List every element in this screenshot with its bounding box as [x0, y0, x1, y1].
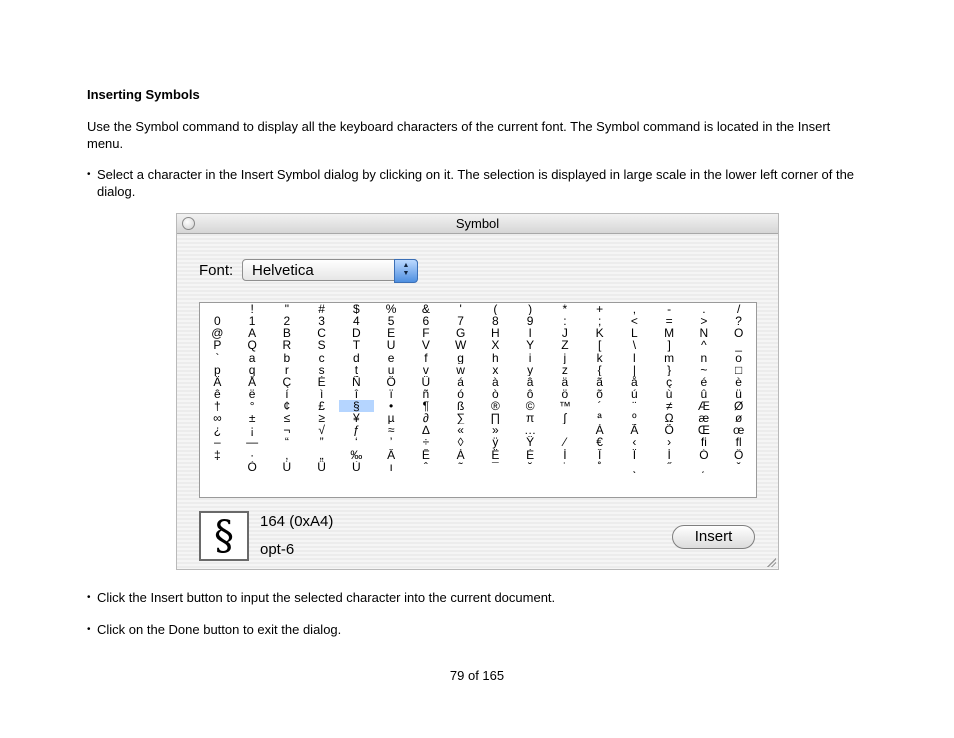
symbol-cell[interactable]: Õ	[664, 424, 674, 437]
symbol-cell[interactable]: Á	[456, 448, 465, 461]
symbol-cell[interactable]: í	[285, 387, 289, 400]
symbol-cell[interactable]: .	[702, 303, 706, 316]
symbol-cell[interactable]: )	[528, 303, 533, 316]
symbol-cell[interactable]: l	[633, 351, 636, 364]
symbol-cell[interactable]	[374, 473, 409, 485]
symbol-cell[interactable]: ¶	[422, 400, 430, 413]
symbol-cell[interactable]: ø	[734, 412, 743, 425]
symbol-cell[interactable]: B	[282, 327, 291, 340]
symbol-cell[interactable]: J	[561, 327, 568, 340]
symbol-cell[interactable]: ≤	[283, 412, 291, 425]
symbol-cell[interactable]: π	[525, 412, 535, 425]
symbol-cell[interactable]: ‚	[285, 448, 289, 461]
symbol-cell[interactable]: p	[214, 363, 221, 376]
symbol-cell[interactable]: ^	[701, 339, 707, 352]
symbol-cell[interactable]: V	[421, 339, 430, 352]
symbol-cell[interactable]: Í	[563, 448, 567, 461]
symbol-cell[interactable]: Ò	[247, 460, 257, 473]
symbol-cell[interactable]: ÷	[422, 436, 430, 449]
symbol-cell[interactable]: c	[318, 351, 325, 364]
symbol-cell[interactable]: ∂	[422, 412, 429, 425]
symbol-cell[interactable]: «	[457, 424, 464, 437]
symbol-cell[interactable]: ¬	[283, 424, 291, 437]
symbol-cell[interactable]	[200, 473, 235, 485]
symbol-cell[interactable]: √	[318, 424, 325, 437]
symbol-cell[interactable]: ?	[735, 315, 742, 328]
bullet-dot: •	[87, 624, 91, 635]
symbol-cell[interactable]: f	[424, 351, 428, 364]
symbol-cell[interactable]: '	[459, 303, 462, 316]
symbol-cell[interactable]: 4	[353, 315, 360, 328]
symbol-cell[interactable]: -	[667, 303, 672, 316]
character-grid	[199, 302, 757, 498]
symbol-cell[interactable]: °	[249, 400, 255, 413]
symbol-cell[interactable]: œ	[732, 424, 745, 437]
symbol-cell[interactable]: ó	[457, 387, 464, 400]
symbol-cell[interactable]	[443, 485, 478, 497]
section-heading: Inserting Symbols	[87, 87, 200, 102]
symbol-cell[interactable]: Ó	[699, 448, 709, 461]
bullet-item	[87, 166, 877, 200]
symbol-cell[interactable]: ”	[319, 436, 324, 449]
symbol-cell[interactable]	[235, 485, 270, 497]
symbol-cell[interactable]: 5	[387, 315, 395, 328]
symbol-cell[interactable]: $	[353, 303, 360, 316]
symbol-cell[interactable]: s	[318, 363, 325, 376]
symbol-cell[interactable]: ì	[319, 387, 324, 400]
symbol-cell[interactable]: C	[317, 327, 326, 340]
symbol-cell[interactable]	[200, 303, 235, 315]
symbol-cell[interactable]: ÿ	[492, 436, 499, 449]
symbol-cell[interactable]: Æ	[697, 400, 710, 413]
symbol-cell[interactable]: g	[457, 351, 464, 364]
symbol-cell[interactable]: □	[735, 363, 743, 376]
bullet-item	[87, 589, 877, 606]
symbol-cell[interactable]	[304, 485, 339, 497]
symbol-cell[interactable]: î	[354, 387, 359, 400]
symbol-cell[interactable]: ⁄	[563, 436, 566, 449]
symbol-cell[interactable]: ≥	[318, 412, 325, 425]
symbol-cell[interactable]: (	[493, 303, 498, 316]
resize-grip-icon[interactable]	[767, 558, 776, 567]
symbol-dialog	[176, 213, 779, 570]
symbol-cell[interactable]: ¡	[250, 424, 255, 437]
symbol-cell[interactable]: Ù	[352, 460, 361, 473]
symbol-cell[interactable]: ô	[526, 387, 534, 400]
symbol-cell[interactable]	[548, 473, 583, 485]
symbol-cell[interactable]: ¢	[283, 400, 291, 413]
symbol-cell[interactable]: Ÿ	[526, 436, 535, 449]
symbol-cell[interactable]	[478, 473, 513, 485]
symbol-cell[interactable]	[617, 473, 652, 485]
symbol-cell[interactable]: ¿	[213, 424, 222, 437]
symbol-cell[interactable]: M	[664, 327, 675, 340]
symbol-cell[interactable]: ç	[666, 375, 673, 388]
symbol-cell[interactable]: û	[700, 387, 708, 400]
symbol-cell[interactable]: 7	[457, 315, 464, 328]
dialog-title: Symbol	[455, 216, 500, 231]
symbol-cell[interactable]: k	[596, 351, 603, 364]
symbol-cell[interactable]	[652, 473, 687, 485]
symbol-cell[interactable]: ¸	[632, 460, 637, 473]
symbol-cell[interactable]: 3	[318, 315, 325, 328]
symbol-cell[interactable]: À	[595, 424, 604, 437]
symbol-cell[interactable]: ˘	[528, 460, 533, 473]
insert-button[interactable]: Insert	[672, 525, 755, 549]
font-label: Font:	[199, 262, 234, 279]
intro-paragraph: Use the Symbol command to display all the keyboard characters of the current font. The Symbol command is located in the Insert menu.	[87, 119, 831, 151]
symbol-cell[interactable]: ï	[389, 387, 393, 400]
symbol-cell[interactable]: †	[214, 400, 221, 413]
symbol-cell[interactable]: {	[597, 363, 602, 376]
symbol-cell[interactable]: ˜	[458, 460, 463, 473]
symbol-cell[interactable]: Û	[317, 460, 326, 473]
symbol-cell[interactable]: »	[492, 424, 499, 437]
select-arrows-icon: ▲ ▼	[394, 259, 418, 283]
symbol-cell[interactable]: ú	[631, 387, 638, 400]
font-select-value: Helvetica	[252, 262, 314, 279]
symbol-cell[interactable]	[443, 473, 478, 485]
symbol-cell[interactable]: ∏	[490, 412, 501, 425]
symbol-cell[interactable]: Ï	[632, 448, 637, 461]
symbol-cell[interactable]	[200, 485, 235, 497]
symbol-cell[interactable]: I	[528, 327, 532, 340]
symbol-cell[interactable]: ı	[389, 460, 393, 473]
symbol-cell[interactable]: ˙	[562, 460, 567, 473]
symbol-cell[interactable]: ]	[667, 339, 671, 352]
symbol-cell[interactable]	[409, 485, 444, 497]
symbol-cell[interactable]: 8	[492, 315, 499, 328]
symbol-cell[interactable]: i	[528, 351, 532, 364]
symbol-cell[interactable]: o	[735, 351, 742, 364]
symbol-cell[interactable]: ß	[456, 400, 465, 413]
symbol-cell[interactable]: Ô	[733, 448, 744, 461]
symbol-cell[interactable]: ª	[597, 412, 602, 425]
symbol-cell[interactable]: "	[284, 303, 289, 316]
symbol-cell[interactable]: ∫	[563, 412, 567, 425]
symbol-cell[interactable]: ◊	[457, 436, 464, 449]
symbol-cell[interactable]: ˛	[701, 460, 706, 473]
symbol-cell[interactable]: –	[214, 436, 221, 449]
symbol-cell[interactable]: F	[422, 327, 430, 340]
symbol-cell[interactable]: !	[250, 303, 254, 316]
symbol-cell[interactable]: ‡	[214, 448, 221, 461]
symbol-cell[interactable]: å	[631, 375, 638, 388]
symbol-cell[interactable]	[304, 473, 339, 485]
symbol-cell[interactable]: d	[353, 351, 360, 364]
symbol-cell[interactable]: ¥	[353, 412, 360, 425]
symbol-cell[interactable]: â	[526, 375, 534, 388]
symbol-cell[interactable]	[548, 424, 583, 436]
symbol-cell[interactable]: ,	[632, 303, 637, 316]
symbol-cell[interactable]: U	[386, 339, 396, 352]
symbol-cell[interactable]: Q	[247, 339, 257, 352]
symbol-cell[interactable]: ™	[558, 400, 571, 413]
symbol-cell[interactable]: Ì	[667, 448, 671, 461]
symbol-cell[interactable]: ‹	[632, 436, 637, 449]
symbol-cell[interactable]: +	[596, 303, 604, 316]
symbol-cell[interactable]: ü	[735, 387, 742, 400]
symbol-cell[interactable]	[200, 461, 235, 473]
symbol-cell[interactable]: }	[667, 363, 672, 376]
title-bar	[177, 214, 778, 234]
symbol-cell[interactable]: w	[456, 363, 465, 376]
symbol-cell[interactable]	[339, 485, 374, 497]
symbol-cell[interactable]: v	[422, 363, 429, 376]
symbol-cell[interactable]: ≠	[665, 400, 673, 413]
symbol-cell[interactable]: z	[561, 363, 568, 376]
symbol-cell[interactable]: <	[630, 315, 638, 328]
symbol-cell[interactable]: ˚	[597, 460, 602, 473]
symbol-cell[interactable]: Œ	[697, 424, 710, 437]
symbol-cell[interactable]	[687, 473, 722, 485]
symbol-cell[interactable]: ‘	[355, 436, 358, 449]
symbol-cell[interactable]: *	[562, 303, 568, 316]
symbol-cell[interactable]: ä	[561, 375, 569, 388]
bullet-text: Select a character in the Insert Symbol dialog by clicking on it. The selection is displayed in large scale in the lower left corner of the dialog.	[97, 167, 855, 199]
symbol-cell[interactable]: Ω	[664, 412, 674, 425]
bullet-text: Click the Insert button to input the selected character into the current document.	[97, 590, 556, 605]
symbol-cell[interactable]: ®	[490, 400, 500, 413]
symbol-cell[interactable]	[513, 485, 548, 497]
symbol-cell[interactable]	[409, 473, 444, 485]
symbol-cell[interactable]: E	[387, 327, 396, 340]
symbol-cell[interactable]: ò	[492, 387, 499, 400]
symbol-cell[interactable]: y	[527, 363, 534, 376]
symbol-cell[interactable]: ˆ	[423, 460, 428, 473]
symbol-cell[interactable]: x	[492, 363, 499, 376]
symbol-cell[interactable]: ﬁ	[700, 436, 707, 449]
symbol-cell[interactable]: &	[421, 303, 430, 316]
symbol-cell[interactable]	[339, 473, 374, 485]
symbol-cell[interactable]: >	[700, 315, 708, 328]
symbol-cell[interactable]: ∑	[456, 412, 465, 425]
font-select[interactable]	[242, 259, 418, 281]
symbol-cell[interactable]: æ	[698, 412, 710, 425]
symbol-cell[interactable]: D	[352, 327, 361, 340]
symbol-cell[interactable]	[652, 485, 687, 497]
symbol-cell[interactable]	[270, 485, 305, 497]
symbol-cell[interactable]	[687, 485, 722, 497]
symbol-cell[interactable]: #	[318, 303, 325, 316]
symbol-cell[interactable]: €	[596, 436, 603, 449]
symbol-cell[interactable]: £	[318, 400, 325, 413]
symbol-cell[interactable]: X	[491, 339, 500, 352]
symbol-cell[interactable]: 2	[283, 315, 291, 328]
symbol-cell[interactable]	[548, 485, 583, 497]
symbol-cell[interactable]: ﬂ	[735, 436, 742, 449]
symbol-cell[interactable]: /	[736, 303, 741, 316]
symbol-cell[interactable]	[235, 473, 270, 485]
symbol-cell[interactable]: S	[317, 339, 326, 352]
bullet-item	[87, 621, 877, 638]
symbol-cell[interactable]: W	[454, 339, 467, 352]
symbol-cell[interactable]: q	[248, 363, 256, 376]
symbol-cell[interactable]: u	[387, 363, 395, 376]
symbol-cell[interactable]: È	[526, 448, 535, 461]
symbol-cell[interactable]: “	[284, 436, 289, 449]
symbol-cell[interactable]: L	[631, 327, 638, 340]
symbol-cell[interactable]: H	[491, 327, 500, 340]
symbol-cell[interactable]: T	[352, 339, 361, 352]
symbol-cell[interactable]	[617, 485, 652, 497]
symbol-cell[interactable]: [	[597, 339, 602, 352]
symbol-cell[interactable]: Ú	[282, 460, 292, 473]
symbol-cell[interactable]: @	[211, 327, 224, 340]
symbol-cell[interactable]: ¯	[492, 460, 499, 473]
symbol-cell[interactable]: é	[700, 375, 708, 388]
symbol-cell[interactable]: ñ	[422, 387, 430, 400]
symbol-cell[interactable]: ¨	[632, 400, 637, 413]
symbol-cell[interactable]: ’	[389, 436, 393, 449]
bullet-dot: •	[87, 592, 91, 603]
symbol-cell[interactable]	[721, 473, 756, 485]
symbol-cell[interactable]: º	[632, 412, 637, 425]
symbol-cell[interactable]: ˇ	[736, 460, 741, 473]
symbol-cell[interactable]: õ	[596, 387, 603, 400]
symbol-cell[interactable]: ∆	[422, 424, 430, 437]
symbol-cell[interactable]: e	[387, 351, 395, 364]
symbol-cell[interactable]: ê	[214, 387, 221, 400]
symbol-cell[interactable]: b	[283, 351, 291, 364]
symbol-cell[interactable]: O	[733, 327, 744, 340]
symbol-cell[interactable]: §	[339, 400, 374, 412]
symbol-cell[interactable]	[270, 473, 305, 485]
symbol-cell[interactable]: \	[632, 339, 637, 352]
symbol-cell[interactable]: G	[455, 327, 466, 340]
symbol-cell[interactable]: ≈	[387, 424, 395, 437]
selected-char-preview: §	[199, 511, 249, 561]
symbol-cell[interactable]	[513, 473, 548, 485]
symbol-cell[interactable]: ë	[248, 387, 256, 400]
symbol-cell[interactable]: ´	[597, 400, 602, 413]
page-number: 79 of 165	[449, 668, 505, 683]
symbol-cell[interactable]: j	[563, 351, 567, 364]
char-code: 164 (0xA4)	[260, 513, 334, 530]
symbol-cell[interactable]: ˝	[667, 460, 672, 473]
symbol-cell[interactable]: r	[284, 363, 289, 376]
symbol-cell[interactable]: É	[317, 375, 326, 388]
symbol-cell[interactable]: P	[213, 339, 222, 352]
symbol-cell[interactable]: |	[632, 363, 636, 376]
symbol-cell[interactable]: %	[385, 303, 397, 316]
symbol-cell[interactable]: :	[563, 315, 567, 328]
symbol-cell[interactable]: è	[735, 375, 742, 388]
symbol-cell[interactable]: Ã	[630, 424, 639, 437]
symbol-cell[interactable]: ±	[248, 412, 256, 425]
symbol-cell[interactable]: Ü	[421, 375, 431, 388]
symbol-cell[interactable]: =	[665, 315, 673, 328]
key-shortcut: opt-6	[260, 541, 295, 558]
symbol-cell[interactable]: Â	[387, 448, 396, 461]
symbol-cell[interactable]: K	[595, 327, 604, 340]
symbol-cell[interactable]: ƒ	[353, 424, 360, 437]
symbol-cell[interactable]: 1	[248, 315, 256, 328]
symbol-cell[interactable]: ù	[665, 387, 673, 400]
symbol-cell[interactable]: Z	[561, 339, 569, 352]
bullet-dot: •	[87, 169, 91, 180]
symbol-cell[interactable]: ~	[700, 363, 708, 376]
symbol-cell[interactable]: h	[492, 351, 499, 364]
symbol-cell[interactable]: ·	[250, 448, 255, 461]
symbol-cell[interactable]	[374, 485, 409, 497]
symbol-cell[interactable]: Ä	[213, 375, 222, 388]
symbol-cell[interactable]: „	[319, 448, 324, 461]
symbol-cell[interactable]	[582, 473, 617, 485]
symbol-cell[interactable]: Ñ	[352, 375, 361, 388]
symbol-cell[interactable]: 6	[422, 315, 430, 328]
symbol-cell[interactable]: Ø	[733, 400, 744, 413]
symbol-cell[interactable]	[721, 485, 756, 497]
symbol-cell[interactable]: —	[246, 436, 259, 449]
symbol-cell[interactable]: ∞	[213, 412, 222, 425]
bullet-text: Click on the Done button to exit the dialog.	[97, 622, 342, 637]
symbol-cell[interactable]: N	[699, 327, 709, 340]
symbol-cell[interactable]: n	[700, 351, 708, 364]
symbol-cell[interactable]	[478, 485, 513, 497]
symbol-cell[interactable]	[582, 485, 617, 497]
symbol-cell[interactable]: 0	[214, 315, 221, 328]
symbol-cell[interactable]: Ê	[421, 448, 430, 461]
symbol-cell[interactable]: ;	[597, 315, 602, 328]
symbol-cell[interactable]: à	[492, 375, 499, 388]
symbol-cell[interactable]: Î	[597, 448, 602, 461]
symbol-cell[interactable]: t	[354, 363, 359, 376]
symbol-cell[interactable]: á	[457, 375, 464, 388]
symbol-cell[interactable]: ã	[596, 375, 603, 388]
symbol-cell[interactable]: R	[282, 339, 292, 352]
symbol-cell[interactable]: Y	[526, 339, 535, 352]
symbol-cell[interactable]: ›	[667, 436, 672, 449]
symbol-cell[interactable]: a	[248, 351, 256, 364]
symbol-cell[interactable]: •	[389, 400, 394, 413]
symbol-cell[interactable]: `	[215, 351, 220, 364]
symbol-cell[interactable]: Ç	[282, 375, 292, 388]
symbol-cell[interactable]: µ	[387, 412, 395, 425]
symbol-cell[interactable]: ‰	[350, 448, 363, 461]
symbol-cell[interactable]: ö	[561, 387, 569, 400]
symbol-cell[interactable]: m	[664, 351, 675, 364]
symbol-cell[interactable]: A	[248, 327, 257, 340]
symbol-cell[interactable]: Ë	[491, 448, 500, 461]
symbol-cell[interactable]: …	[524, 424, 537, 437]
symbol-cell[interactable]: _	[735, 339, 742, 352]
symbol-cell[interactable]: Ö	[386, 375, 396, 388]
symbol-cell[interactable]: 9	[526, 315, 534, 328]
symbol-cell[interactable]: ©	[525, 400, 535, 413]
symbol-cell[interactable]: Å	[248, 375, 257, 388]
